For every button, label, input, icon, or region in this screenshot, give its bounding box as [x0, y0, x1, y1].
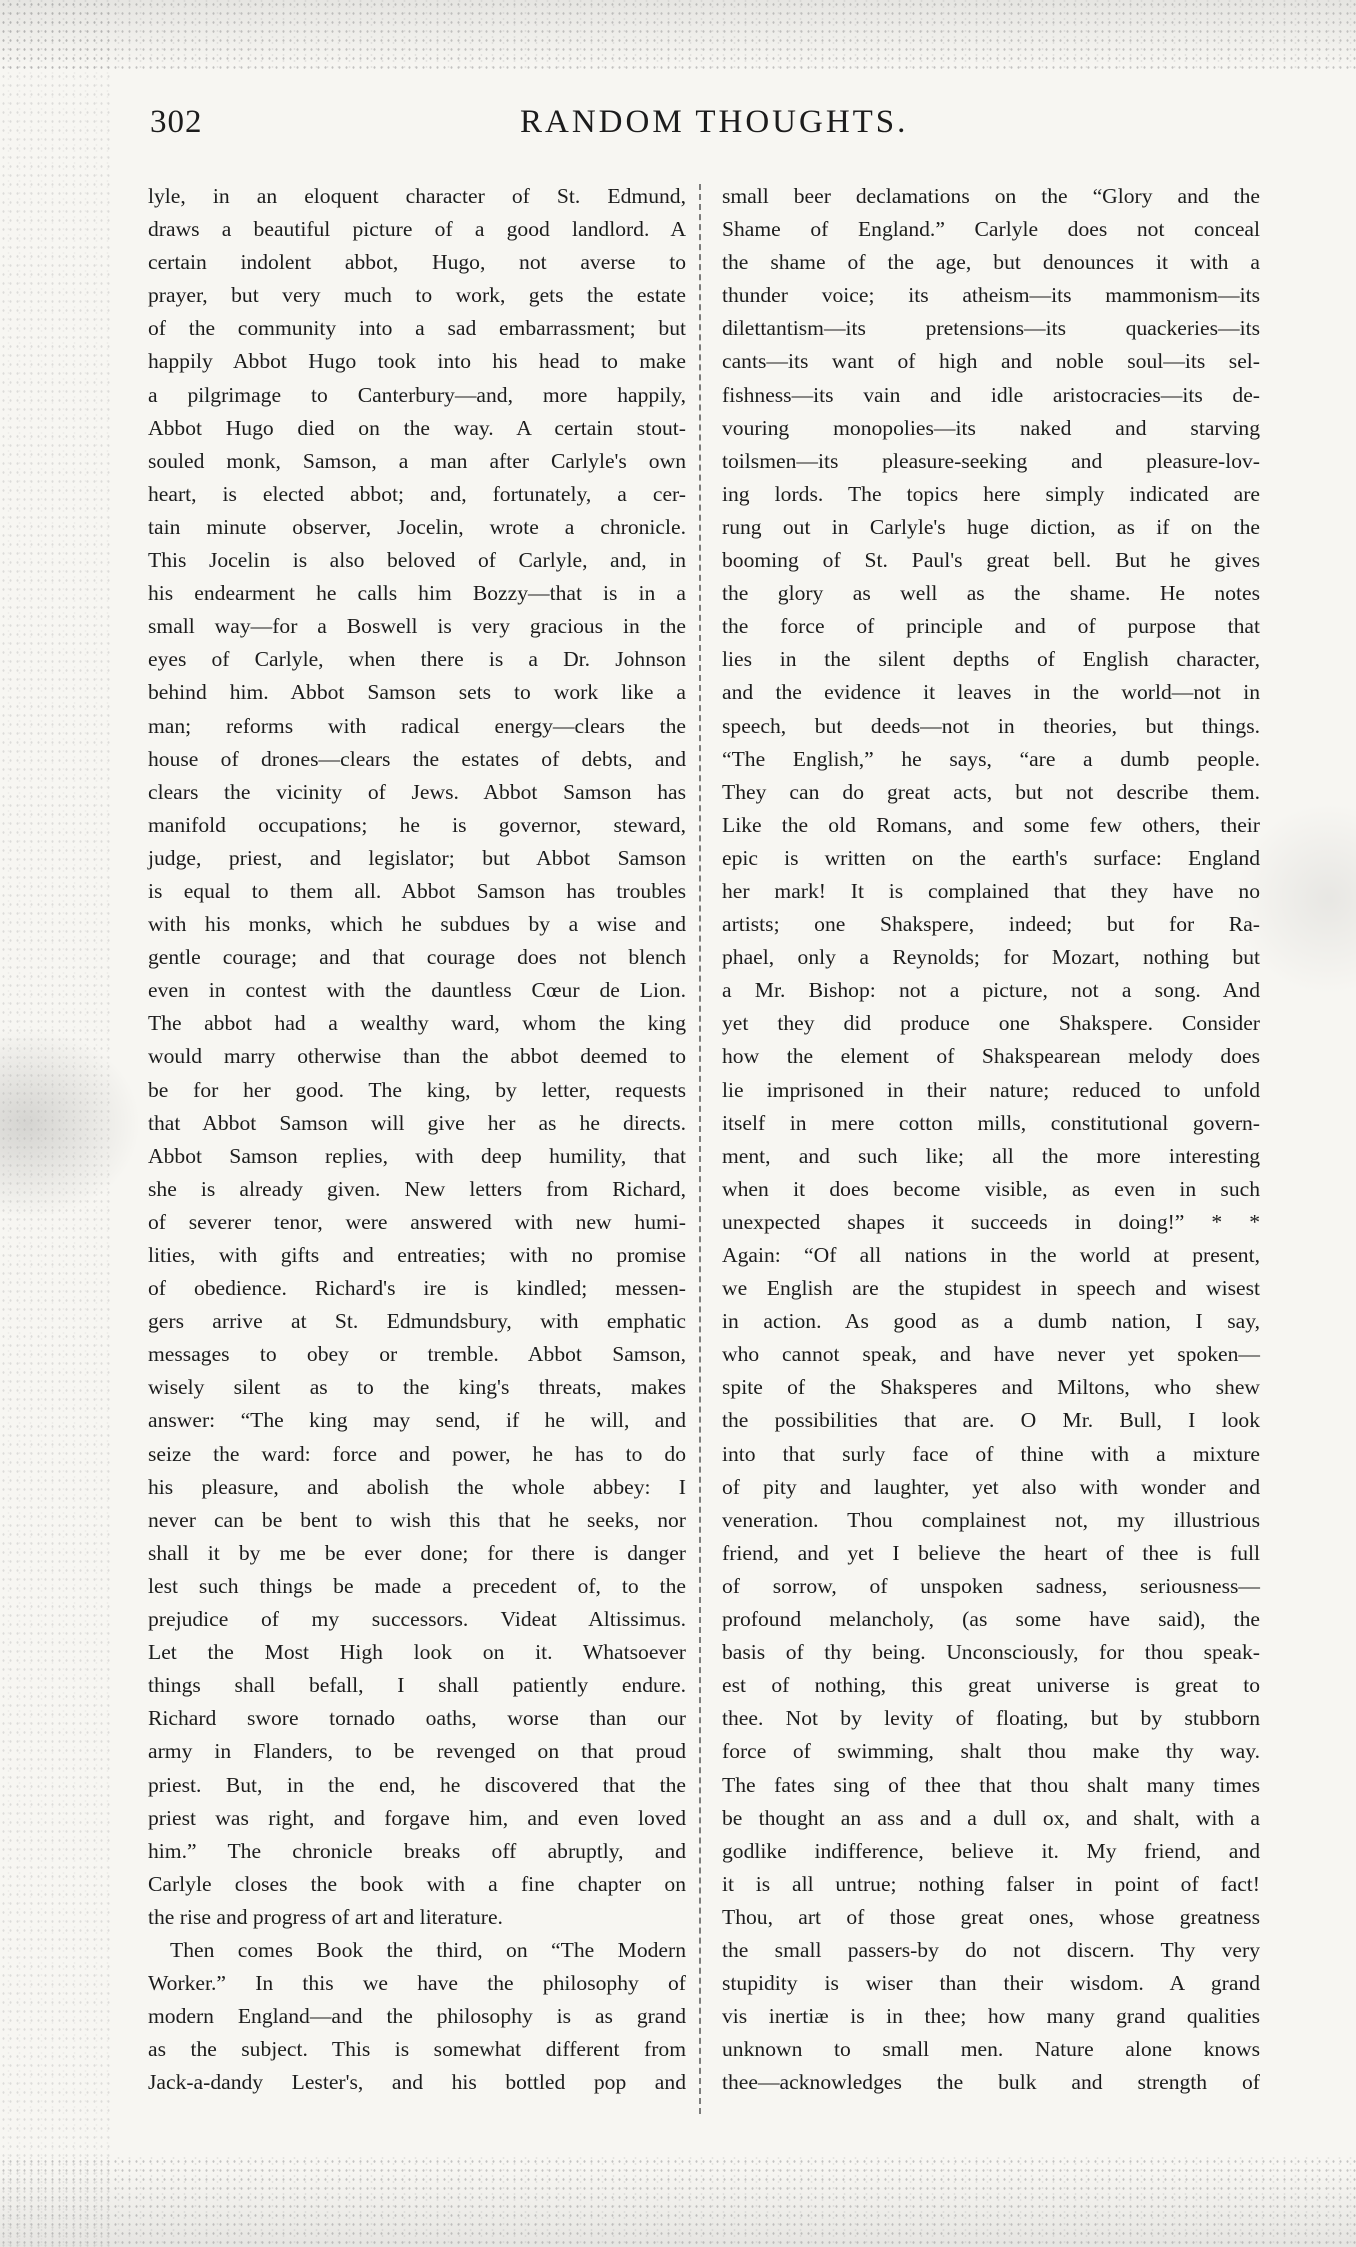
text-line: the glory as well as the shame. He notes [722, 581, 1260, 606]
text-line: Then comes Book the third, on “The Modern [170, 1937, 686, 1962]
text-line: the rise and progress of art and literature. [148, 1904, 503, 1929]
text-line: messages to obey or tremble. Abbot Samson, [148, 1342, 686, 1367]
text-line: Abbot Samson replies, with deep humility, that [148, 1143, 686, 1168]
text-line: thee—acknowledges the bulk and strength of [722, 2070, 1260, 2095]
text-line: of pity and laughter, yet also with wonder and [722, 1474, 1260, 1499]
text-line: profound melancholy, (as some have said), the [722, 1607, 1260, 1632]
text-line: vouring monopolies—its naked and starving [722, 415, 1260, 440]
running-title: RANDOM THOUGHTS. [520, 104, 909, 140]
text-line: of severer tenor, were answered with new humi- [148, 1209, 686, 1234]
text-line: booming of St. Paul's great bell. But he gives [722, 548, 1260, 573]
text-line: spite of the Shaksperes and Miltons, who shew [722, 1375, 1260, 1400]
text-line: force of swimming, shalt thou make thy way. [722, 1739, 1260, 1764]
text-line: lest such things be made a precedent of, to the [148, 1573, 686, 1598]
text-line: cants—its want of high and noble soul—its sel- [722, 349, 1260, 374]
text-line: Abbot Hugo died on the way. A certain stout- [148, 415, 686, 440]
text-line: prayer, but very much to work, gets the estate [148, 283, 686, 308]
text-line: lyle, in an eloquent character of St. Edmund, [148, 184, 686, 208]
text-line: she is already given. New letters from Richard, [148, 1176, 686, 1201]
text-line: ing lords. The topics here simply indicated are [722, 481, 1260, 506]
text-line: her mark! It is complained that they have no [722, 878, 1260, 903]
text-line: when it does become visible, as even in such [722, 1176, 1260, 1201]
text-line: him.” The chronicle breaks off abruptly, and [148, 1838, 686, 1863]
text-line: a Mr. Bishop: not a picture, not a song. And [722, 978, 1260, 1003]
text-line: be thought an ass and a dull ox, and shalt, with a [722, 1805, 1260, 1830]
text-line: how the element of Shakspearean melody does [722, 1044, 1260, 1069]
text-line: yet they did produce one Shakspere. Consider [722, 1011, 1260, 1036]
text-line: priest. But, in the end, he discovered that the [148, 1772, 686, 1797]
text-line: itself in mere cotton mills, constitutional govern- [722, 1110, 1260, 1135]
text-line: gentle courage; and that courage does not blench [148, 945, 686, 970]
text-line: his endearment he calls him Bozzy—that is in a [148, 581, 686, 606]
text-line: stupidity is wiser than their wisdom. A grand [722, 1971, 1260, 1996]
text-line: Again: “Of all nations in the world at present, [722, 1243, 1260, 1267]
text-line: Richard swore tornado oaths, worse than our [148, 1706, 686, 1731]
text-line: They can do great acts, but not describe them. [722, 779, 1260, 804]
text-line: seize the ward: force and power, he has to do [148, 1441, 686, 1466]
text-line: the force of principle and of purpose that [722, 614, 1260, 639]
text-line: artists; one Shakspere, indeed; but for Ra- [722, 912, 1260, 937]
text-line: even in contest with the dauntless Cœur de Lion. [148, 978, 686, 1003]
text-line: manifold occupations; he is governor, steward, [148, 812, 686, 837]
text-line: would marry otherwise than the abbot deemed to [148, 1044, 686, 1069]
text-line: Worker.” In this we have the philosophy of [148, 1971, 686, 1996]
text-line: fishness—its vain and idle aristocracies—its de- [722, 382, 1260, 407]
text-line: tain minute observer, Jocelin, wrote a chronicle. [148, 514, 686, 539]
text-line: the possibilities that are. O Mr. Bull, I look [722, 1408, 1260, 1433]
text-line: clears the vicinity of Jews. Abbot Samson has [148, 779, 686, 804]
text-line: est of nothing, this great universe is great to [722, 1673, 1260, 1698]
text-line: prejudice of my successors. Videat Altissimus. [148, 1607, 686, 1632]
text-line: draws a beautiful picture of a good landlord. A [148, 217, 686, 242]
text-line: epic is written on the earth's surface: England [722, 845, 1260, 870]
text-line: wisely silent as to the king's threats, makes [148, 1375, 686, 1400]
text-line: judge, priest, and legislator; but Abbot Samson [148, 845, 686, 870]
text-line: heart, is elected abbot; and, fortunately, a cer- [148, 481, 686, 506]
text-line: lie imprisoned in their nature; reduced to unfold [722, 1077, 1260, 1102]
left-text-column [148, 180, 686, 2099]
text-line: godlike indifference, believe it. My friend, and [722, 1838, 1260, 1863]
text-line: toilsmen—its pleasure-seeking and pleasure-lov- [722, 448, 1260, 473]
text-line: small beer declamations on the “Glory and the [722, 184, 1260, 208]
text-line: behind him. Abbot Samson sets to work like a [148, 680, 686, 705]
text-line: of the community into a sad embarrassment; but [148, 316, 686, 341]
scan-noise-left [0, 0, 110, 2247]
text-line: certain indolent abbot, Hugo, not averse to [148, 250, 686, 275]
text-line: basis of thy being. Unconsciously, for thou speak- [722, 1640, 1260, 1665]
text-line: never can be bent to wish this that he seeks, nor [148, 1507, 686, 1532]
right-text-column [722, 180, 1260, 2099]
page-number: 302 [150, 104, 203, 140]
text-line: souled monk, Samson, a man after Carlyle's own [148, 448, 686, 473]
text-line: Carlyle closes the book with a fine chapter on [148, 1871, 686, 1896]
text-line: eyes of Carlyle, when there is a Dr. Johnson [148, 647, 686, 672]
text-line: phael, only a Reynolds; for Mozart, nothing but [722, 945, 1260, 970]
text-line: “The English,” he says, “are a dumb people. [722, 746, 1260, 771]
text-line: thunder voice; its atheism—its mammonism—its [722, 283, 1260, 308]
text-line: gers arrive at St. Edmundsbury, with emphatic [148, 1309, 686, 1334]
text-line: we English are the stupidest in speech and wisest [722, 1276, 1260, 1301]
text-line: speech, but deeds—not in theories, but things. [722, 713, 1260, 738]
text-line: priest was right, and forgave him, and even loved [148, 1805, 686, 1830]
text-line: small way—for a Boswell is very gracious in the [148, 614, 686, 639]
text-line: thee. Not by levity of floating, but by stubborn [722, 1706, 1260, 1731]
text-line: things shall befall, I shall patiently endure. [148, 1673, 686, 1698]
text-line: friend, and yet I believe the heart of thee is full [722, 1540, 1260, 1565]
text-line: be for her good. The king, by letter, requests [148, 1077, 686, 1102]
text-line: The abbot had a wealthy ward, whom the king [148, 1011, 686, 1036]
text-line: is equal to them all. Abbot Samson has troubles [148, 878, 686, 903]
text-line: unknown to small men. Nature alone knows [722, 2037, 1260, 2062]
text-line: veneration. Thou complainest not, my illustrious [722, 1507, 1260, 1532]
text-line: with his monks, which he subdues by a wise and [148, 912, 686, 937]
column-divider [699, 184, 707, 2114]
text-line: into that surly face of thine with a mixture [722, 1441, 1260, 1466]
text-line: his pleasure, and abolish the whole abbey: I [148, 1474, 686, 1499]
text-line: the small passers-by do not discern. Thy very [722, 1937, 1260, 1962]
text-line: shall it by me be ever done; for there is danger [148, 1540, 686, 1565]
text-line: This Jocelin is also beloved of Carlyle, and, in [148, 548, 686, 573]
text-line: as the subject. This is somewhat different from [148, 2037, 686, 2062]
text-line: answer: “The king may send, if he will, and [148, 1408, 686, 1433]
text-line: unexpected shapes it succeeds in doing!” * * [722, 1209, 1260, 1234]
text-line: Jack-a-dandy Lester's, and his bottled pop and [148, 2070, 686, 2095]
text-line: that Abbot Samson will give her as he directs. [148, 1110, 686, 1135]
scan-noise-bottom [0, 2157, 1356, 2247]
scan-noise-top [0, 0, 1356, 70]
text-line: Let the Most High look on it. Whatsoever [148, 1640, 686, 1665]
text-line: house of drones—clears the estates of debts, and [148, 746, 686, 771]
text-line: Shame of England.” Carlyle does not conceal [722, 217, 1260, 242]
page-header [150, 104, 1260, 156]
text-line: in action. As good as a dumb nation, I say, [722, 1309, 1260, 1334]
text-line: The fates sing of thee that thou shalt many times [722, 1772, 1260, 1797]
text-line: a pilgrimage to Canterbury—and, more happily, [148, 382, 686, 407]
text-line: rung out in Carlyle's huge diction, as if on the [722, 514, 1260, 539]
text-line: lies in the silent depths of English character, [722, 647, 1260, 672]
text-line: ment, and such like; all the more interesting [722, 1143, 1260, 1168]
text-line: Like the old Romans, and some few others, their [722, 812, 1260, 837]
text-line: who cannot speak, and have never yet spoken— [722, 1342, 1260, 1367]
text-line: modern England—and the philosophy is as grand [148, 2004, 686, 2029]
text-line: man; reforms with radical energy—clears the [148, 713, 686, 738]
text-line: happily Abbot Hugo took into his head to make [148, 349, 686, 374]
text-line: it is all untrue; nothing falser in point of fact! [722, 1871, 1260, 1896]
text-line: dilettantism—its pretensions—its quackeries—its [722, 316, 1260, 341]
text-line: vis inertiæ is in thee; how many grand qualities [722, 2004, 1260, 2029]
text-line: of obedience. Richard's ire is kindled; messen- [148, 1276, 686, 1301]
text-line: army in Flanders, to be revenged on that proud [148, 1739, 686, 1764]
text-line: Thou, art of those great ones, whose greatness [722, 1904, 1260, 1929]
text-line: and the evidence it leaves in the world—not in [722, 680, 1260, 705]
text-line: lities, with gifts and entreaties; with no promise [148, 1243, 686, 1267]
text-line: of sorrow, of unspoken sadness, seriousness— [722, 1573, 1260, 1598]
text-line: the shame of the age, but denounces it with a [722, 250, 1260, 275]
